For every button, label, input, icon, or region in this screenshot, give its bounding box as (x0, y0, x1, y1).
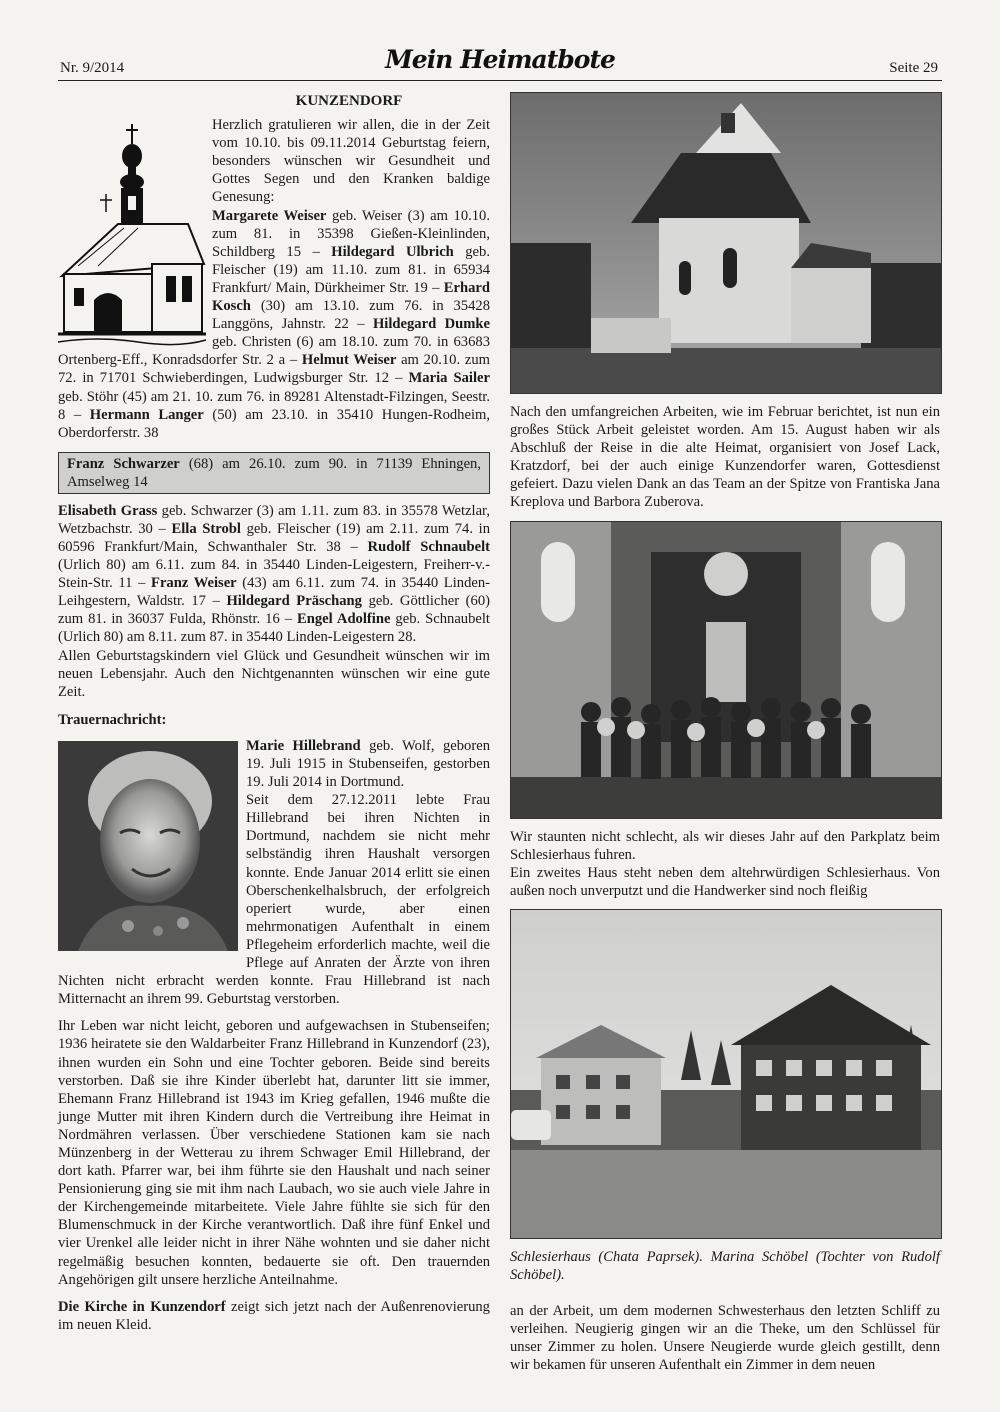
person-detail: (30) am 13.10. zum 76. in 35428 Langgöns, Jahnstr. 22 – (212, 298, 490, 333)
person-detail: geb. Schnaubelt (Urlich 80) am 8.11. zum 87. in 35440 Linden-Leigestern 28. (58, 611, 490, 646)
obituary-heading: Trauernachricht: (58, 711, 167, 728)
portrait-photo (58, 741, 238, 951)
room-text: an der Arbeit, um dem modernen Schwesterhaus den letzten Schliff zu verleihen. Neugierig gingen wir an die Theke, um den Schlüssel für unser Zimmer zu holen. Unsere Neugierde wurde gleich gestillt, denn wir bekamen für unseren Aufenthalt ein Zimmer in dem neuen (510, 1303, 940, 1374)
section-title-kunzendorf: KUNZENDORF (295, 93, 403, 109)
church-illustration-icon (58, 116, 206, 346)
issue-number: Nr. 9/2014 (60, 60, 125, 76)
masthead-blackletter-icon (385, 40, 615, 76)
birthday-list-continued (58, 502, 490, 647)
person-detail: geb. Fleischer (19) am 2.11. zum 74. in 60596 Frankfurt/Main, Schwanthaler Str. 38 – (58, 520, 490, 555)
person-detail: (68) am 26.10. zum 90. in 71139 Ehningen, Amselweg 14 (67, 455, 481, 490)
person-name: Rudolf Schnaubelt (367, 538, 490, 555)
person-name: Hildegard Dumke (372, 316, 490, 333)
person-detail: geb. Schwarzer (3) am 1.11. zum 83. in 35578 Wetzlar, Wetzbachstr. 30 – (58, 502, 490, 537)
person-name: Maria Sailer (408, 370, 490, 387)
person-name: Engel Adolfine (297, 611, 391, 628)
birthday-closing: Allen Geburtstagskindern viel Glück und Gesundheit wünschen wir im neuen Lebensjahr. Auch den Nichtgenannten wünschen wir eine gute Zeit. (58, 647, 490, 700)
person-detail: geb. Göttlicher (60) zum 81. in 36037 Fulda, Rhönstr. 16 – (58, 593, 490, 628)
church-note (58, 1298, 490, 1334)
person-name: Hermann Langer (89, 406, 204, 423)
highlight-box-birthday (58, 452, 490, 494)
church-renovation-text: Nach den umfangreichen Arbeiten, wie im Februar berichtet, ist nun ein großes Stück Arbeit geleistet worden. Am 15. August haben wir als Abschluß der Reise in die alte Heimat, organisiert von Josef Lack, Kratzdorf, bei der auch einige Kunzendorfer waren, Gottesdienst gefeiert. Dazu vielen Dank an das Team an der Spitze von Frantiska Jana Kreplova und Barbora Zuberova. (510, 404, 940, 511)
person-name: Elisabeth Grass (58, 502, 158, 519)
person-name: Hildegard Ulbrich (331, 243, 454, 260)
person-name: Helmut Weiser (301, 352, 397, 369)
obituary-paragraph: Seit dem 27.12.2011 lebte Frau Hillebrand bei ihren Nichten in Dortmund, nachdem sie nicht mehr selbständig ihren Haushalt versorgen konnte. Ende Januar 2014 erlitt sie einen Oberschenkelhalsbruch, der erfolgreich operiert wurde, aber einen mehrmonatigen Aufenthalt in einem Pflegeheim erforderlich machte, weil die Pflege auf Anraten der Ärzte von ihren Nichten nicht erbracht werden konnte. Frau Hillebrand ist nach Mitternacht an ihrem 99. Geburtstag verstorben. (58, 792, 490, 1008)
svg-text:Mein Heimatbote: Mein Heimatbote (385, 45, 615, 74)
deceased-name: Marie Hillebrand (246, 737, 361, 754)
page-number: Seite 29 (889, 60, 938, 76)
birthday-intro: Herzlich gratulieren wir allen, die in der Zeit vom 10.10. bis 09.11.2014 Geburtstag feiern, besonders wünschen wir Gesundheit und Gottes Segen und den Kranken baldige Genesung: (212, 117, 490, 206)
portrait-image-icon (58, 741, 238, 951)
person-detail: geb. Stöhr (45) am 21. 10. zum 76. in 89281 Altenstadt-Filzingen, Seestr. 8 – (58, 388, 490, 423)
parking-lot-text: Wir staunten nicht schlecht, als wir dieses Jahr auf den Parkplatz beim Schlesierhaus fuhren. (510, 828, 940, 863)
person-name: Margarete Weiser (212, 207, 327, 224)
person-detail: (Urlich 80) am 6.11. zum 84. in 35440 Linden-Leigestern, Freiherr-v.-Stein-Str. 11 – (58, 557, 490, 592)
right-column (510, 92, 940, 1375)
left-column (58, 92, 490, 1334)
masthead-logo (385, 40, 615, 83)
person-name: Franz Weiser (151, 575, 237, 592)
church-drawing (58, 116, 206, 346)
person-detail: geb. Christen (6) am 18.10. zum 70. in 63683 Ortenberg-Eff., Konradsdorfer Str. 2 a – (58, 334, 490, 369)
church-interior-group-photo (510, 521, 942, 819)
person-detail: (50) am 23.10. in 35410 Hungen-Rodheim, Oberdorferstr. 38 (58, 406, 490, 441)
person-detail: am 20.10. zum 72. in 71701 Schwieberdingen, Ludwigsburger Str. 12 – (58, 352, 490, 387)
person-name: Ella Strobl (171, 520, 241, 537)
second-house-text: Ein zweites Haus steht neben dem altehrwürdigen Schlesierhaus. Von außen noch unverputzt und die Handwerker sind noch fleißig (510, 864, 940, 899)
church-exterior-photo (510, 92, 942, 394)
person-name: Franz Schwarzer (67, 455, 180, 472)
obituary-life-story: Ihr Leben war nicht leicht, geboren und aufgewachsen in Stubenseifen; 1936 heiratete sie den Waldarbeiter Franz Hillebrand in Kunzendorf (23), ihnen wurden ein Sohn und eine Tochter geboren. Beide sind bereits verstorben. Daß sie ihre Kinder überlebt hat, darunter litt sie immer, Ehemann Franz Hillebrand ist 1943 im Krieg gefallen, 1946 mußte die junge Mutter mit ihren Kindern durch die Vertreibung ihre Heimat in Nordmähren verlassen. Über verschiedene Stationen kam sie nach Münzenberg in der Wetterau zu ihrem Schwager Emil Hillebrand, der dort kath. Pfarrer war, bei ihm führte sie den Haushalt und nach seiner Pensionierung ging sie mit ihm nach Laubach, wo sie auch viele Jahre in der Kirchengemeinde mitarbeitete. Viele Jahre fühlte sie sich für den Blumenschmuck in der Kirche verantwortlich. Daß ihre fünf Enkel und vier Urenkel alle leider nicht in ihrer Nähe wohnten und sie daher nicht regelmäßig besuchen konnten, bedauerte sie oft. Den trauernden Angehörigen gilt unsere herzliche Anteilnahme. (58, 1018, 490, 1288)
schlesierhaus-photo (510, 909, 942, 1239)
header-rule (58, 80, 942, 81)
person-detail: geb. Fleischer (19) am 11.10. zum 81. in 65934 Frankfurt/ Main, Dürkheimer Str. 19 – (212, 243, 490, 296)
church-note-text: zeigt sich jetzt nach der Außenrenovierung im neuen Kleid. (58, 1298, 490, 1333)
obituary-dates: geb. Wolf, geboren 19. Juli 1915 in Stubenseifen, gestorben 19. Juli 2014 in Dortmund. (246, 737, 490, 791)
photo-caption: Schlesierhaus (Chata Paprsek). Marina Schöbel (Tochter von Rudolf Schöbel). (510, 1248, 940, 1284)
person-name: Erhard Kosch (212, 279, 490, 315)
person-detail: geb. Weiser (3) am 10.10. zum 81. in 35398 Gießen-Kleinlinden, Schildberg 15 – (212, 207, 491, 260)
church-note-title: Die Kirche in Kunzendorf (58, 1298, 226, 1315)
person-name: Hildegard Präschang (226, 593, 362, 610)
person-detail: (43) am 6.11. zum 74. in 35440 Linden-Leihgestern, Waldstr. 17 – (58, 575, 491, 610)
